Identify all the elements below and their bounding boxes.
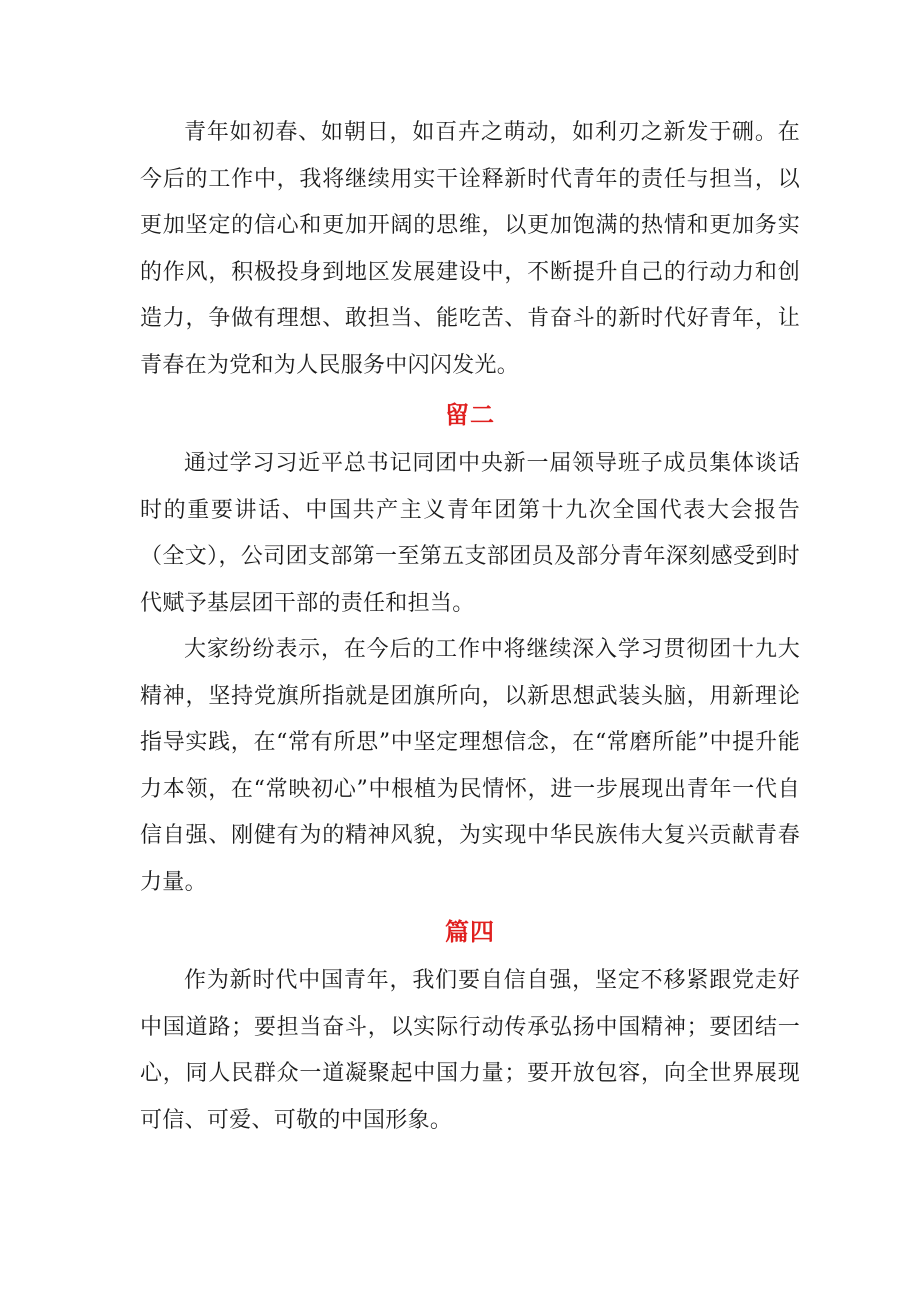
document-body [140,110,800,1144]
paragraph-member-statements: 大家纷纷表示，在今后的工作中将继续深入学习贯彻团十九大精神，坚持党旗所指就是团旗所向，以新思想武装头脑，用新理论指导实践，在“常有所思”中坚定理想信念，在“常磨所能”中提升能力本领，在“常映初心”中根植为民情怀，进一步展现出青年一代自信自强、刚健有为的精神风貌，为实现中华民族伟大复兴贡献青春力量。 [140,637,800,895]
paragraph-study-speech: 通过学习习近平总书记同团中央新一届领导班子成员集体谈话时的重要讲话、中国共产主义青年团第十九次全国代表大会报告（全文），公司团支部第一至第五支部团员及部分青年深刻感受到时代赋予基层团干部的责任和担当。 [140,451,800,616]
section-heading-two: 留二 [445,401,495,429]
paragraph-new-era-youth: 作为新时代中国青年，我们要自信自强，坚定不移紧跟党走好中国道路；要担当奋斗，以实际行动传承弘扬中国精神；要团结一心，同人民群众一道凝聚起中国力量；要开放包容，向全世界展现可信、可爱、可敬的中国形象。 [140,968,800,1133]
section-heading-four: 篇四 [445,918,495,946]
paragraph-youth-commitment: 青年如初春、如朝日，如百卉之萌动，如利刃之新发于硎。在今后的工作中，我将继续用实干诠释新时代青年的责任与担当，以更加坚定的信心和更加开阔的思维，以更加饱满的热情和更加务实的作风，积极投身到地区发展建设中，不断提升自己的行动力和创造力，争做有理想、敢担当、能吃苦、肯奋斗的新时代好青年，让青春在为党和为人民服务中闪闪发光。 [140,120,800,378]
